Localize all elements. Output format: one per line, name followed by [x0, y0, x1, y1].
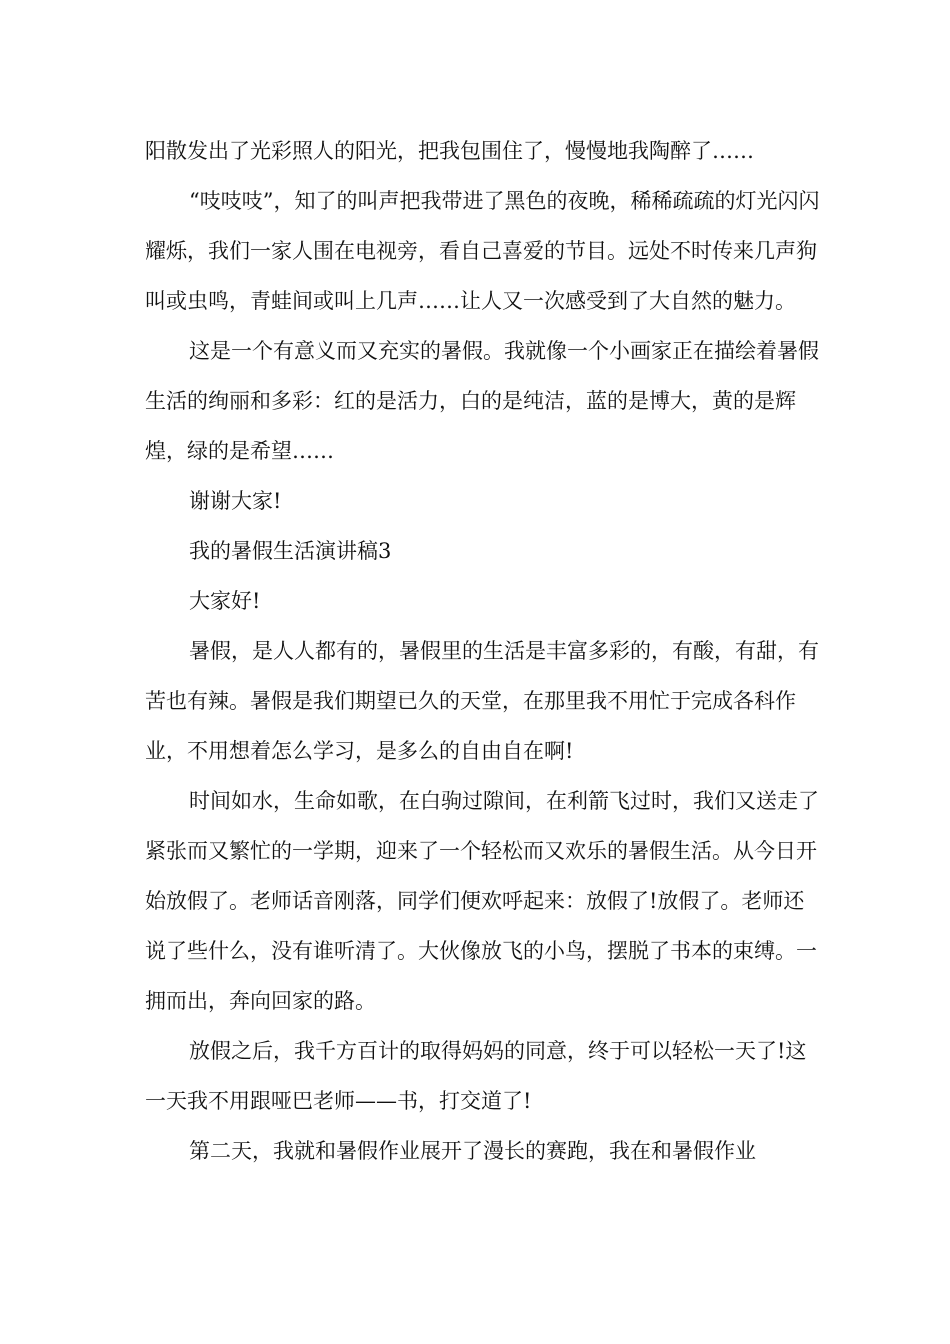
paragraph: “吱吱吱”，知了的叫声把我带进了黑色的夜晚，稀稀疏疏的灯光闪闪耀烁，我们一家人围在电视旁，看自己喜爱的节目。远处不时传来几声狗叫或虫鸣，青蛙间或叫上几声……让人又一次感受到了大自然的魅力。: [145, 189, 820, 313]
section-title: 我的暑假生活演讲稿3: [189, 539, 392, 563]
document-body: [145, 126, 825, 1176]
paragraph: 时间如水，生命如歌，在白驹过隙间，在利箭飞过时，我们又送走了紧张而又繁忙的一学期，迎来了一个轻松而又欢乐的暑假生活。从今日开始放假了。老师话音刚落，同学们便欢呼起来：放假了!放假了。老师还说了些什么，没有谁听清了。大伙像放飞的小鸟，摆脱了书本的束缚。一拥而出，奔向回家的路。: [145, 789, 819, 1013]
paragraph: 阳散发出了光彩照人的阳光，把我包围住了，慢慢地我陶醉了……: [145, 139, 754, 163]
paragraph: 谢谢大家!: [189, 489, 282, 513]
greeting: 大家好!: [189, 589, 261, 613]
paragraph: 第二天，我就和暑假作业展开了漫长的赛跑，我在和暑假作业: [189, 1139, 756, 1163]
paragraph: 暑假，是人人都有的，暑假里的生活是丰富多彩的，有酸，有甜，有苦也有辣。暑假是我们期望已久的天堂，在那里我不用忙于完成各科作业，不用想着怎么学习，是多么的自由自在啊!: [145, 639, 819, 763]
paragraph: 放假之后，我千方百计的取得妈妈的同意，终于可以轻松一天了!这一天我不用跟哑巴老师——书，打交道了!: [145, 1039, 807, 1113]
paragraph: 这是一个有意义而又充实的暑假。我就像一个小画家正在描绘着暑假生活的绚丽和多彩：红的是活力，白的是纯洁，蓝的是博大，黄的是辉煌，绿的是希望……: [145, 339, 819, 463]
